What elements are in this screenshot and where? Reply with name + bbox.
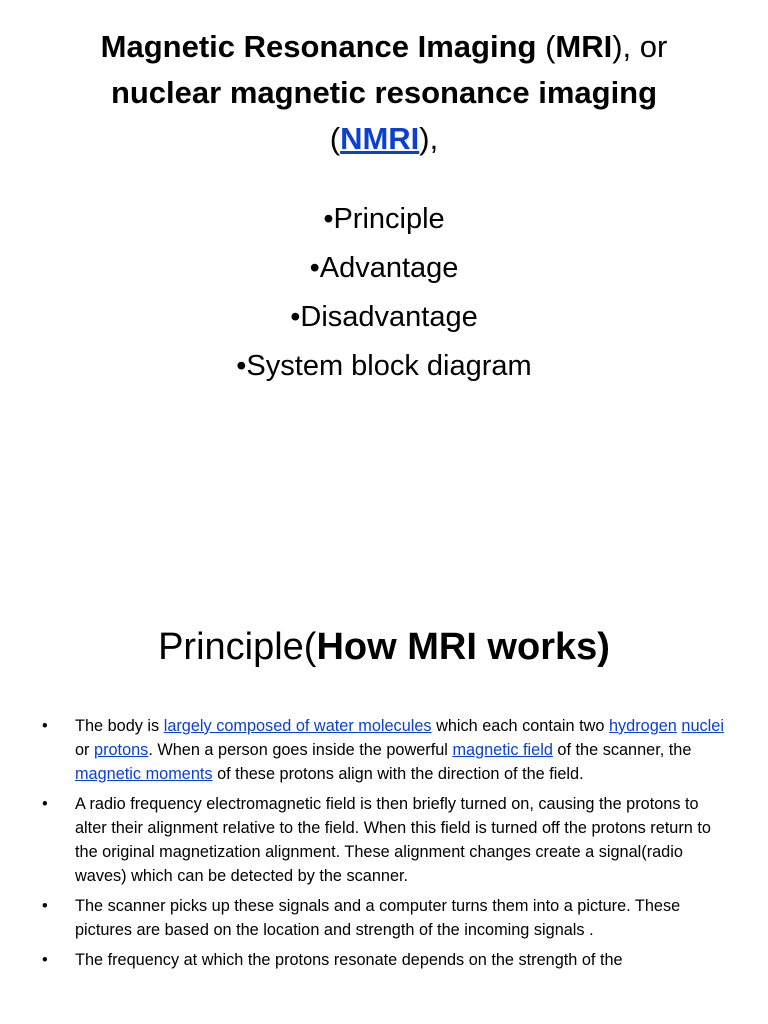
- title-paren-open: (: [536, 29, 556, 64]
- link-magnetic-moments[interactable]: magnetic moments: [75, 765, 213, 783]
- bullet-text: . When a person goes inside the powerful: [148, 741, 453, 759]
- bullet-text-rf-field: A radio frequency electromagnetic field is then briefly turned on, causing the protons to alter their alignment relative to the field. When this field is turned off the protons return to the original magnetization alignment. These alignment changes create a signal(radio waves) which can be detected by the scanner.: [75, 795, 711, 885]
- title-principle: Principle(: [158, 626, 317, 668]
- topic-disadvantage: •Disadvantage: [290, 301, 478, 333]
- title-line-3: [30, 116, 738, 162]
- topic-list: [0, 195, 768, 391]
- bullet-text: of the scanner, the: [552, 741, 692, 759]
- bullet-item: [40, 792, 728, 888]
- slide-1-title: [30, 24, 738, 162]
- link-water-molecules[interactable]: largely composed of water molecules: [163, 717, 432, 735]
- slide-2-title: [0, 618, 768, 676]
- link-magnetic-field[interactable]: magnetic field: [452, 741, 553, 759]
- bullet-dot: •: [42, 717, 48, 735]
- title-paren-open-2: (: [329, 121, 341, 156]
- title-how-mri-works: How MRI works): [316, 626, 610, 668]
- title-mri-abbr: MRI: [555, 29, 613, 64]
- bullet-item: [40, 714, 728, 786]
- slide-principle: [0, 512, 768, 1024]
- bullet-text: The body is: [75, 717, 164, 735]
- principle-bullet-list: [40, 714, 728, 978]
- bullet-dot: •: [42, 795, 48, 813]
- topic-principle: •Principle: [323, 203, 445, 235]
- topic-advantage: •Advantage: [309, 252, 459, 284]
- title-line-1: [30, 24, 738, 70]
- title-paren-close: ),: [419, 121, 439, 156]
- bullet-dot: •: [42, 897, 48, 915]
- bullet-text: which each contain two: [431, 717, 609, 735]
- bullet-item: [40, 894, 728, 942]
- title-line-2: nuclear magnetic resonance imaging: [110, 75, 658, 110]
- bullet-item: [40, 948, 728, 972]
- topic-system-block-diagram: •System block diagram: [236, 350, 532, 382]
- bullet-text: of these protons align with the direction of the field.: [212, 765, 584, 783]
- bullet-text-frequency: The frequency at which the protons resonate depends on the strength of the: [75, 951, 623, 969]
- link-protons[interactable]: protons: [94, 741, 149, 759]
- link-nuclei[interactable]: nuclei: [681, 717, 724, 735]
- bullet-text-scanner: The scanner picks up these signals and a computer turns them into a picture. These pictures are based on the location and strength of the incoming signals .: [75, 897, 681, 939]
- bullet-text: or: [75, 741, 95, 759]
- link-hydrogen[interactable]: hydrogen: [608, 717, 677, 735]
- title-or: ), or: [612, 29, 668, 64]
- nmri-link[interactable]: NMRI: [340, 121, 420, 156]
- title-mri-full: Magnetic Resonance Imaging: [100, 29, 537, 64]
- bullet-dot: •: [42, 951, 48, 969]
